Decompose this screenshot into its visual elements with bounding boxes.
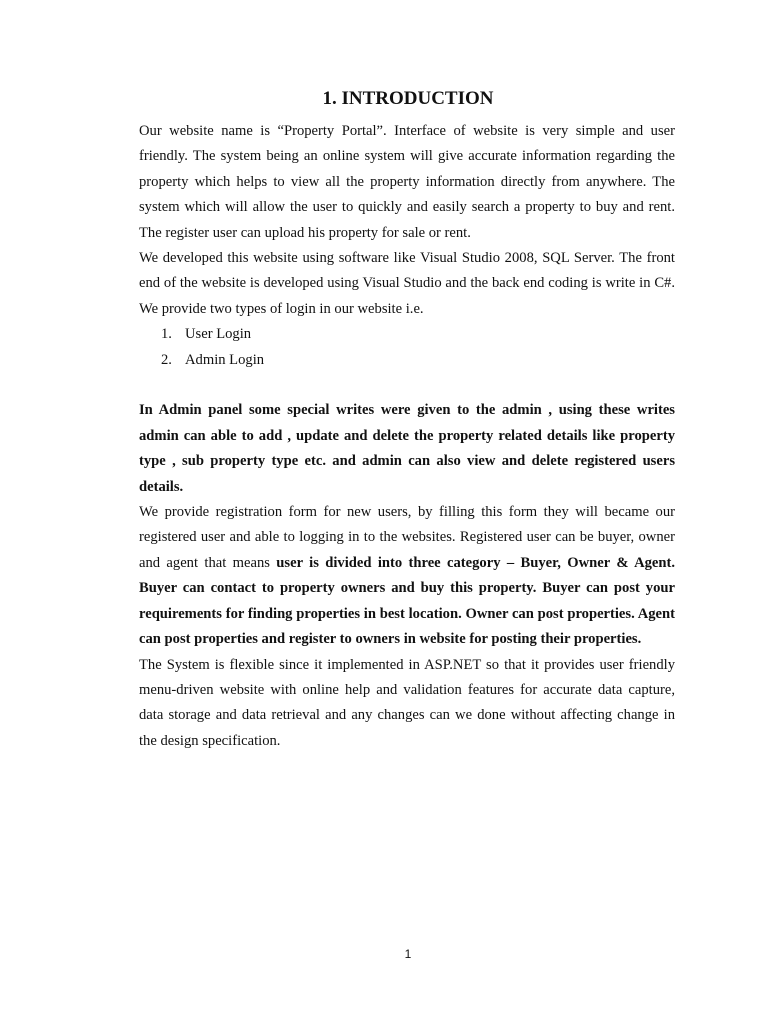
page-title: 1. INTRODUCTION — [322, 88, 494, 109]
document-body — [139, 119, 675, 754]
list-item — [139, 322, 675, 347]
paragraph-spacer — [139, 373, 675, 398]
admin-paragraph: In Admin panel some special writes were given to the admin , using these writes admin can able to add , update and delete the property related details like property type , sub property type etc. and admin can also view and delete registered users details. — [139, 402, 675, 495]
list-item-label: User Login — [185, 326, 252, 343]
intro-paragraph: Our website name is “Property Portal”. Interface of website is very simple and user friendly. The system being an online system will give accurate information regarding the property which helps to view all the property information directly from anywhere. The system which will allow the user to quickly and easily search a property to buy and rent. The register user can upload his property for sale or rent. — [139, 123, 675, 241]
list-item-number: 1. — [161, 326, 172, 343]
registration-intro-text: We provide registration form for new users, by filling this form they will became our registered user and able to logging in to the websites. Registered user can be buyer, owner and agent that means — [139, 504, 675, 571]
list-item-label: Admin Login — [185, 351, 265, 368]
registration-bold-text: user is divided into three category – Buyer, Owner & Agent. Buyer can contact to property owners and buy this property. Buyer can post your requirements for finding properties in best location. Owner can post properties. Agent can post properties and register to owners in website for posting their properties. — [139, 554, 676, 648]
system-paragraph: The System is flexible since it implemented in ASP.NET so that it provides user friendly menu-driven website with online help and validation features for accurate data capture, data storage and data retrieval and any changes can we done without affecting change in the design specification. — [139, 656, 675, 749]
list-item — [139, 348, 675, 373]
page-number: 1 — [404, 947, 412, 961]
software-paragraph: We developed this website using software like Visual Studio 2008, SQL Server. The front end of the website is developed using Visual Studio and the back end coding is write in C#. We provide two types of login in our website i.e. — [139, 250, 675, 317]
registration-paragraph — [139, 500, 675, 652]
list-item-number: 2. — [161, 351, 172, 368]
login-types-list — [139, 322, 675, 373]
